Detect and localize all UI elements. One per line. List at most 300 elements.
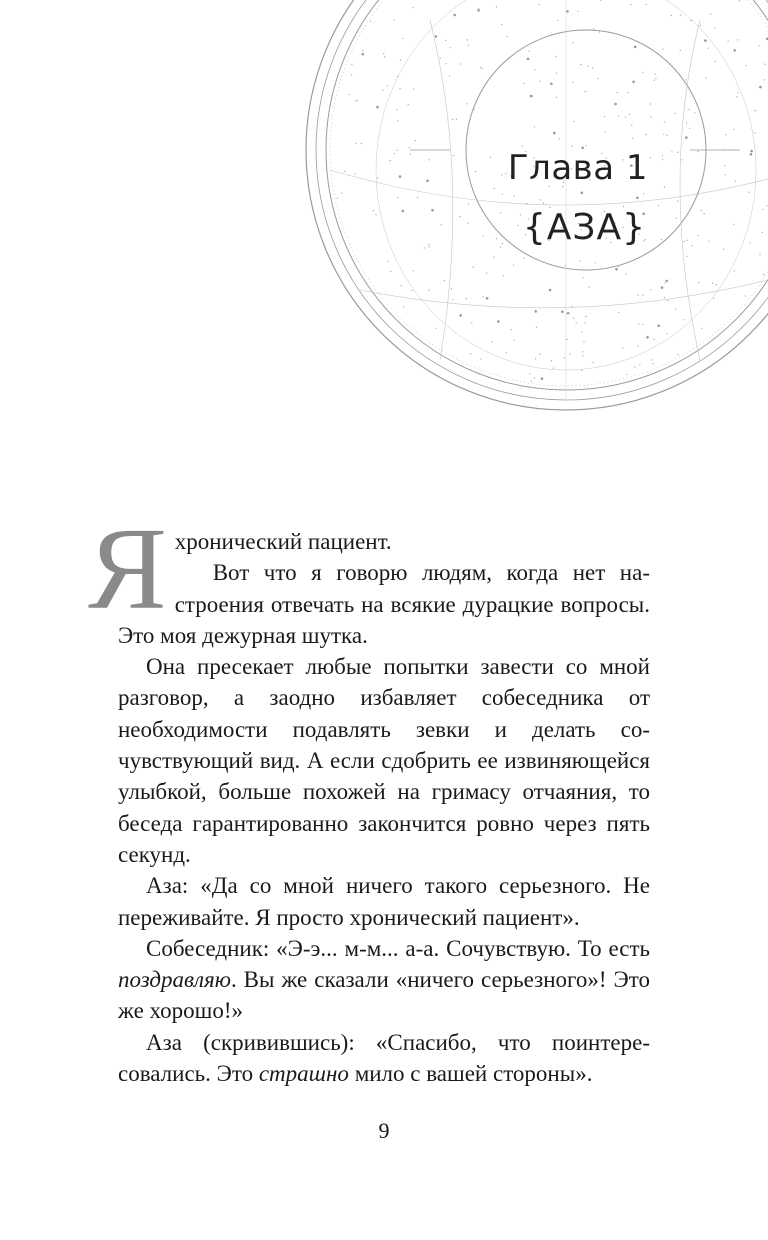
star-dot [580,64,581,65]
star-dot [755,110,756,111]
star-dot [643,193,644,194]
star-dot [445,40,446,41]
star-dot [413,270,414,271]
star-dot [384,56,385,57]
star-dot [595,262,596,263]
star-dot [373,210,374,211]
star-dot [376,106,379,109]
star-dot [403,306,404,307]
star-dot [471,322,472,323]
star-dot [396,109,397,110]
star-dot [681,159,682,160]
star-dot [636,197,639,200]
star-dot [683,319,684,320]
star-dot [638,323,639,324]
star-dot [411,290,412,291]
star-dot [429,159,430,160]
star-dot [571,306,572,307]
star-dot [655,78,656,79]
star-dot [526,203,527,204]
star-dot [349,94,350,95]
paragraph-1-rest: Вот что я говорю людям, когда нет настроения отвечать на всякие дурацкие вопросы. Это моя дежурная шутка. [118,560,650,648]
star-dot [459,216,460,217]
star-dot [605,131,606,132]
star-dot [759,254,760,255]
star-dot [667,135,668,136]
star-dot [503,275,504,276]
star-dot [534,378,535,379]
star-dot [750,153,753,156]
star-dot [351,74,352,75]
star-dot [746,65,747,66]
star-dot [453,299,454,300]
star-dot [714,27,715,28]
star-dot [356,143,357,144]
star-dot [468,203,469,204]
star-dot [496,6,497,7]
star-dot [614,103,617,106]
chapter-name: {АЗА} [522,207,646,248]
star-dot [692,245,693,246]
star-dot [698,193,699,194]
star-dot [698,282,699,283]
star-dot [576,322,577,323]
star-dot [688,109,689,110]
star-dot [664,187,665,188]
star-dot [697,151,698,152]
star-dot [531,381,532,382]
star-dot [351,64,352,65]
star-dot [684,241,685,242]
star-dot [667,300,668,301]
star-dot [426,180,429,183]
star-dot [622,347,623,348]
star-dot [445,63,446,64]
star-dot [642,324,643,325]
star-dot [581,192,584,195]
star-dot [653,363,654,364]
star-dot [534,126,535,127]
emphasis-terribly: страшно [258,1061,349,1087]
star-dot [638,295,639,296]
star-dot [518,225,519,226]
star-dot [543,203,544,204]
star-dot [551,360,552,361]
star-dot [646,336,649,339]
star-dot [496,238,497,239]
star-dot [762,232,763,233]
star-dot [677,200,678,201]
star-dot [754,132,755,133]
star-dot [632,138,633,139]
star-dot [723,149,724,150]
star-dot [402,210,405,213]
star-dot [354,173,355,174]
star-dot [452,119,453,120]
star-dot [733,49,736,52]
star-dot [589,287,590,288]
star-dot [362,50,363,51]
star-dot [625,116,626,117]
star-dot [716,284,717,285]
star-dot [677,152,678,153]
star-dot [582,355,583,356]
star-dot [627,92,628,93]
star-dot [459,314,462,317]
star-dot [553,132,556,135]
star-dot [337,198,338,199]
star-dot [530,95,533,98]
star-dot [362,53,365,56]
star-dot [536,327,537,328]
star-dot [748,192,749,193]
star-dot [567,339,568,340]
paragraph-3: Аза: «Да со мной ничего такого серьезного. Не переживайте. Я просто хронический пациент». [118,873,650,930]
star-dot [677,354,678,355]
star-dot [460,63,461,64]
star-dot [468,45,469,46]
star-dot [514,196,515,197]
star-dot [573,317,574,318]
star-dot [410,154,411,155]
star-dot [450,47,451,48]
star-dot [413,89,414,90]
star-dot [390,160,391,161]
star-dot [524,257,525,258]
star-dot [629,114,630,115]
star-dot [712,283,713,284]
star-dot [665,280,668,283]
star-dot [564,357,565,358]
star-dot [618,115,619,116]
star-map-illustration [0,0,768,440]
star-dot [671,151,672,152]
star-dot [480,358,481,359]
star-dot [710,14,711,15]
star-dot [700,25,701,26]
body-text [88,503,650,1089]
star-dot [750,150,753,153]
star-dot [585,316,586,317]
star-dot [553,368,554,369]
star-dot [584,322,585,323]
star-dot [664,282,665,283]
star-dot [539,81,540,82]
star-dot [344,171,345,172]
star-dot [737,39,738,40]
star-dot [650,103,651,104]
star-dot [654,80,655,81]
star-dot [540,199,541,200]
star-dot [618,312,619,313]
star-dot [662,159,663,160]
star-dot [483,296,484,297]
star-dot [724,165,725,166]
star-dot [539,354,540,355]
star-dot [604,116,605,117]
star-dot [713,298,714,299]
star-dot [467,223,468,224]
star-dot [375,214,376,215]
star-dot [501,24,502,25]
star-dot [397,150,398,151]
star-dot [428,290,429,291]
star-dot [662,155,663,156]
star-dot [597,78,598,79]
star-dot [706,77,707,78]
star-dot [725,174,726,175]
star-dot [491,341,492,342]
star-dot [341,192,342,193]
star-dot [583,341,584,342]
star-dot [456,119,457,120]
star-dot [415,140,416,141]
star-dot [763,274,764,275]
star-dot [572,42,573,43]
paragraph-1 [88,503,650,651]
star-dot [529,373,530,374]
star-dot [409,147,410,148]
star-dot [397,76,398,77]
star-dot [401,285,402,286]
star-dot [399,175,402,178]
star-dot [494,188,495,189]
star-dot [555,56,556,57]
star-dot [723,249,724,250]
star-dot [566,10,569,13]
star-dot [529,51,530,52]
star-dot [397,197,398,198]
star-dot [657,325,660,328]
star-dot [745,295,746,296]
star-dot [572,82,573,83]
star-dot [663,49,664,50]
star-dot [676,218,677,219]
star-dot [701,210,702,211]
star-dot [500,212,501,213]
star-dot [631,4,632,5]
star-dot [763,209,764,210]
star-dot [501,174,502,175]
star-dot [377,177,378,178]
star-dot [708,48,709,49]
star-dot [556,97,557,98]
star-dot [424,247,425,248]
star-dot [483,235,484,236]
star-dot [400,60,401,61]
star-dot [728,41,729,42]
star-dot [764,79,765,80]
star-dot [390,271,391,272]
star-dot [639,364,640,365]
star-dot [522,145,523,146]
star-dot [573,121,574,122]
star-dot [511,329,512,330]
star-dot [650,157,651,158]
star-dot [475,171,476,172]
star-dot [759,45,760,46]
star-dot [486,272,487,273]
star-dot [634,366,635,367]
star-dot [387,261,388,262]
star-dot [632,81,635,84]
star-dot [631,125,632,126]
star-dot [766,205,767,206]
star-dot [593,362,594,363]
star-dot [577,11,578,12]
emphasis-congratulate: поздравляю [118,967,231,993]
star-dot [729,150,730,151]
star-dot [399,88,400,89]
star-dot [534,69,535,70]
star-dot [689,128,690,129]
star-dot [556,73,557,74]
star-dot [627,374,628,375]
star-dot [671,15,672,16]
star-dot [637,345,638,346]
star-dot [708,241,709,242]
paragraph-4: Собеседник: «Э-э... м-м... а-а. Сочувствую. То есть поздравляю. Вы же сказали «ничего серьезного»! Это же хорошо!» [118,935,650,1024]
star-dot [466,298,467,299]
star-dot [615,268,618,271]
chapter-label: Глава 1 [507,148,648,188]
star-dot [402,38,403,39]
star-dot [759,86,762,89]
star-dot [658,205,659,206]
star-dot [686,256,687,257]
star-dot [600,0,601,1]
star-dot [505,173,506,174]
star-dot [481,68,482,69]
star-dot [467,103,468,104]
star-dot [490,157,491,158]
star-dot [467,39,468,40]
star-dot [473,267,474,268]
star-dot [541,377,544,380]
paragraph-5: Аза (скривившись): «Спасибо, что поинтересовались. Это страшно мило с вашей стороны». [118,1029,650,1087]
star-dot [697,235,698,236]
star-dot [685,136,688,139]
star-dot [429,244,430,245]
star-dot [444,280,445,281]
star-dot [527,58,530,61]
star-dot [715,61,716,62]
star-dot [737,96,738,97]
star-dot [680,50,681,51]
star-dot [428,246,429,247]
star-dot [477,9,480,12]
star-dot [397,120,398,121]
star-dot [408,104,409,105]
star-dot [653,339,654,340]
star-dot [726,134,727,135]
star-dot [735,181,736,182]
star-dot [618,266,619,267]
star-dot [664,121,665,122]
star-dot [431,209,434,212]
star-dot [686,240,687,241]
star-dot [494,256,495,257]
star-dot [513,265,514,266]
star-dot [593,28,594,29]
star-dot [661,286,664,289]
star-dot [704,213,705,214]
star-dot [733,224,734,225]
star-dot [451,288,452,289]
star-dot [686,122,687,123]
star-dot [387,85,388,86]
star-dot [394,153,395,154]
star-dot [585,91,586,92]
star-dot [567,312,570,315]
star-dot [565,265,566,266]
star-dot [550,83,553,86]
star-dot [764,64,765,65]
drop-cap: Я [88,503,167,634]
star-dot [506,352,507,353]
star-dot [750,242,751,243]
star-dot [557,20,558,21]
star-dot [733,129,734,130]
star-dot [664,297,665,298]
star-dot [361,143,362,144]
star-dot [357,100,358,101]
star-dot [383,53,384,54]
star-dot [453,155,454,156]
star-dot [514,340,515,341]
star-dot [586,145,587,146]
star-dot [486,297,489,300]
star-dot [579,260,580,261]
star-dot [675,309,676,310]
opening-line: хронический пациент. [174,529,392,554]
star-dot [435,35,438,38]
star-dot [599,31,600,32]
star-dot [694,112,695,113]
star-dot [569,354,570,355]
star-dot [382,90,383,91]
star-dot [502,243,503,244]
star-dot [625,274,626,275]
star-dot [686,79,687,80]
star-dot [734,270,735,271]
star-dot [440,58,441,59]
star-dot [474,109,475,110]
star-dot [534,310,537,313]
star-dot [497,320,500,323]
star-dot [663,134,664,135]
star-dot [581,370,582,371]
star-dot [704,39,707,42]
star-dot [539,4,540,5]
star-dot [394,20,395,21]
star-dot [651,116,652,117]
star-dot [680,14,681,15]
paragraph-2: Она пресекает любые попытки завести со мной разговор, а заодно избавляет собеседника от необходимости подавлять зевки и делать сочувствующий вид. А если сдобрить ее извиняющейся улыбкой, больше похожей на гримасу отчаяния, то беседа гарантированно закончится ровно через пять секунд. [118,654,650,867]
star-dot [441,224,442,225]
star-dot [643,295,644,296]
star-dot [739,0,740,1]
star-dot [634,46,637,49]
star-dot [642,72,643,73]
star-dot [480,67,481,68]
star-dot [582,351,583,352]
star-dot [412,7,413,8]
star-dot [583,277,584,278]
page-number: 9 [378,1118,390,1143]
star-dot [646,134,647,135]
star-dot [523,83,524,84]
